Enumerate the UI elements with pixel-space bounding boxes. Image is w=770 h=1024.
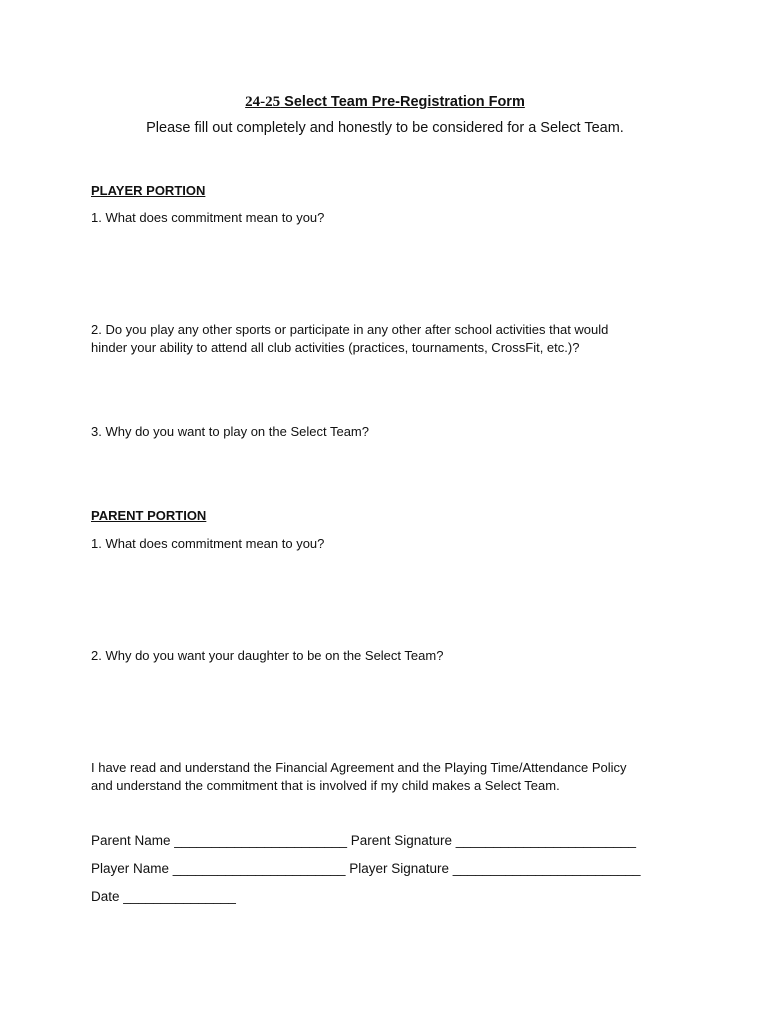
- form-subtitle: Please fill out completely and honestly to be considered for a Select Team.: [146, 120, 624, 136]
- date-line[interactable]: Date _______________: [91, 889, 236, 904]
- player-question-2-line-2: hinder your ability to attend all club activities (practices, tournaments, CrossFit, etc.)?: [91, 340, 580, 355]
- parent-question-2: 2. Why do you want your daughter to be on the Select Team?: [91, 648, 444, 663]
- player-question-2-line-1: 2. Do you play any other sports or participate in any other after school activities that would: [91, 322, 609, 337]
- parent-signature-line[interactable]: Parent Name _______________________ Parent Signature ________________________: [91, 833, 636, 848]
- player-question-1: 1. What does commitment mean to you?: [91, 210, 325, 225]
- parent-question-1: 1. What does commitment mean to you?: [91, 536, 325, 551]
- parent-portion-heading: PARENT PORTION: [91, 508, 207, 523]
- form-title: [0, 94, 770, 111]
- player-question-3: 3. Why do you want to play on the Select Team?: [91, 424, 369, 439]
- acknowledgement-line-1: I have read and understand the Financial Agreement and the Playing Time/Attendance Policy: [91, 760, 627, 775]
- form-title-year: 24-25: [245, 94, 281, 110]
- acknowledgement-line-2: and understand the commitment that is involved if my child makes a Select Team.: [91, 778, 560, 793]
- form-title-text: Select Team Pre-Registration Form: [280, 94, 525, 110]
- player-portion-heading: PLAYER PORTION: [91, 183, 206, 198]
- player-signature-line[interactable]: Player Name _______________________ Player Signature _________________________: [91, 861, 641, 876]
